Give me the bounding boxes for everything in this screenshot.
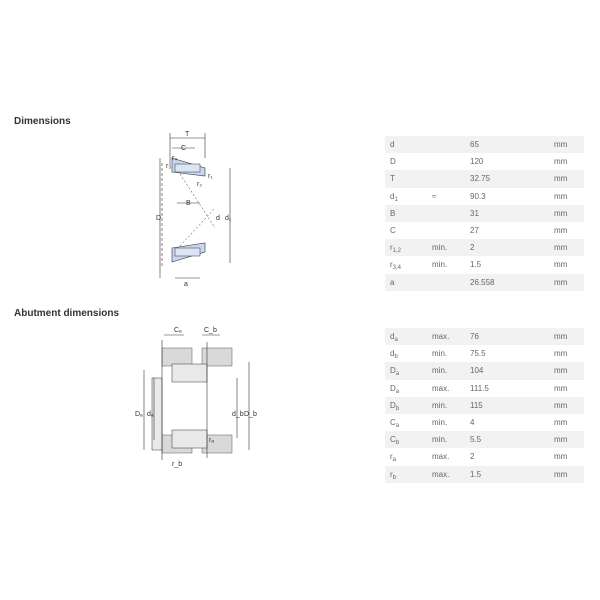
bearing-drawing	[150, 128, 245, 293]
qualifier: max.	[432, 452, 450, 462]
value: 27	[470, 226, 479, 236]
symbol: $r_b$	[385, 466, 432, 483]
abutment-row	[385, 345, 584, 362]
label-a: a	[184, 281, 188, 288]
dimensions-row	[385, 136, 584, 153]
label-Da: Dₐ	[135, 411, 143, 418]
unit: mm	[554, 226, 568, 236]
label-r1: r₁	[208, 173, 213, 180]
symbol: C	[390, 226, 396, 236]
symbol: D	[390, 157, 396, 167]
abutment-row	[385, 380, 584, 397]
qualifier: ≈	[432, 191, 437, 201]
qualifier: max.	[432, 383, 450, 393]
label-d: d	[216, 215, 220, 222]
qualifier	[432, 222, 470, 239]
unit: mm	[554, 418, 568, 428]
qualifier: min.	[432, 431, 470, 448]
symbol: $C_a$	[390, 418, 400, 430]
label-r4: r₄	[172, 155, 178, 162]
symbol: $D_b$	[385, 397, 432, 414]
value: 90.3	[470, 191, 486, 201]
symbol: T	[385, 170, 432, 187]
label-B: B	[186, 200, 191, 207]
unit: mm	[554, 397, 584, 414]
abutment-row	[385, 466, 584, 483]
abutment-row	[385, 414, 584, 431]
qualifier: min.	[432, 239, 470, 256]
dimensions-row	[385, 256, 584, 273]
label-T: T	[185, 131, 190, 138]
symbol: $d_a$	[385, 328, 432, 345]
label-ra: rₐ	[209, 437, 214, 444]
symbol: $r_a$	[390, 452, 397, 464]
symbol: B	[385, 205, 432, 222]
unit: mm	[554, 260, 568, 270]
label-r2: r₂	[197, 181, 203, 188]
qualifier: max.	[432, 466, 470, 483]
unit: mm	[554, 452, 568, 462]
abutment-row	[385, 397, 584, 414]
dimensions-row	[385, 222, 584, 239]
unit: mm	[554, 431, 584, 448]
symbol: $d_1$	[390, 191, 398, 203]
abutment-title: Abutment dimensions	[14, 308, 120, 319]
value: 2	[470, 239, 554, 256]
qualifier: min.	[432, 418, 448, 428]
unit: mm	[554, 157, 568, 167]
unit: mm	[554, 205, 584, 222]
abutment-row	[385, 328, 584, 345]
value: 5.5	[470, 431, 554, 448]
unit: mm	[554, 191, 568, 201]
label-da: dₐ	[147, 411, 154, 418]
value: 115	[470, 397, 554, 414]
qualifier: max.	[432, 328, 470, 345]
value: 111.5	[470, 383, 489, 393]
value: 26.558	[470, 274, 554, 291]
value: 31	[470, 205, 554, 222]
value: 2	[470, 452, 475, 462]
label-Ca: Cₐ	[174, 327, 182, 334]
abutment-table	[385, 328, 584, 483]
value: 76	[470, 328, 554, 345]
symbol: $d_b$	[390, 349, 398, 361]
qualifier	[432, 274, 470, 291]
label-D: D	[156, 215, 162, 222]
symbol: $r_{3,4}$	[390, 260, 402, 272]
unit: mm	[554, 170, 584, 187]
qualifier: min.	[432, 349, 448, 359]
value: 65	[470, 136, 554, 153]
value: 1.5	[470, 260, 482, 270]
value: 104	[470, 362, 554, 379]
label-Db: D_b	[244, 411, 257, 418]
qualifier	[432, 136, 470, 153]
label-db: d_b	[232, 411, 244, 418]
label-d1: d₁	[225, 215, 232, 222]
dimensions-row	[385, 205, 584, 222]
symbol: $D_a$	[390, 383, 400, 395]
unit: mm	[554, 328, 584, 345]
unit: mm	[554, 239, 584, 256]
dimensions-title: Dimensions	[14, 116, 71, 127]
unit: mm	[554, 466, 584, 483]
dimensions-row	[385, 239, 584, 256]
qualifier: min.	[432, 397, 470, 414]
dimensions-row	[385, 188, 584, 205]
unit: mm	[554, 136, 584, 153]
abutment-row	[385, 448, 584, 465]
symbol: $D_a$	[385, 362, 432, 379]
value: 32.75	[470, 170, 554, 187]
dimensions-row	[385, 153, 584, 170]
qualifier: min.	[432, 260, 448, 270]
qualifier	[432, 153, 470, 170]
symbol: a	[385, 274, 432, 291]
unit: mm	[554, 362, 584, 379]
symbol: $r_{1,2}$	[385, 239, 432, 256]
qualifier: min.	[432, 362, 470, 379]
unit: mm	[554, 274, 584, 291]
label-r3: r₃	[166, 163, 172, 170]
value: 120	[470, 157, 484, 167]
qualifier	[432, 170, 470, 187]
abutment-row	[385, 431, 584, 448]
symbol: $C_b$	[385, 431, 432, 448]
dimensions-row	[385, 170, 584, 187]
label-rb: r_b	[172, 461, 183, 468]
value: 4	[470, 418, 475, 428]
value: 1.5	[470, 466, 554, 483]
dimensions-row	[385, 274, 584, 291]
unit: mm	[554, 383, 568, 393]
abutment-drawing	[132, 320, 262, 480]
symbol: d	[385, 136, 432, 153]
dimensions-table	[385, 136, 584, 291]
abutment-row	[385, 362, 584, 379]
qualifier	[432, 205, 470, 222]
label-C: C	[181, 145, 187, 152]
value: 75.5	[470, 349, 486, 359]
unit: mm	[554, 349, 568, 359]
label-Cb: C_b	[204, 327, 217, 334]
